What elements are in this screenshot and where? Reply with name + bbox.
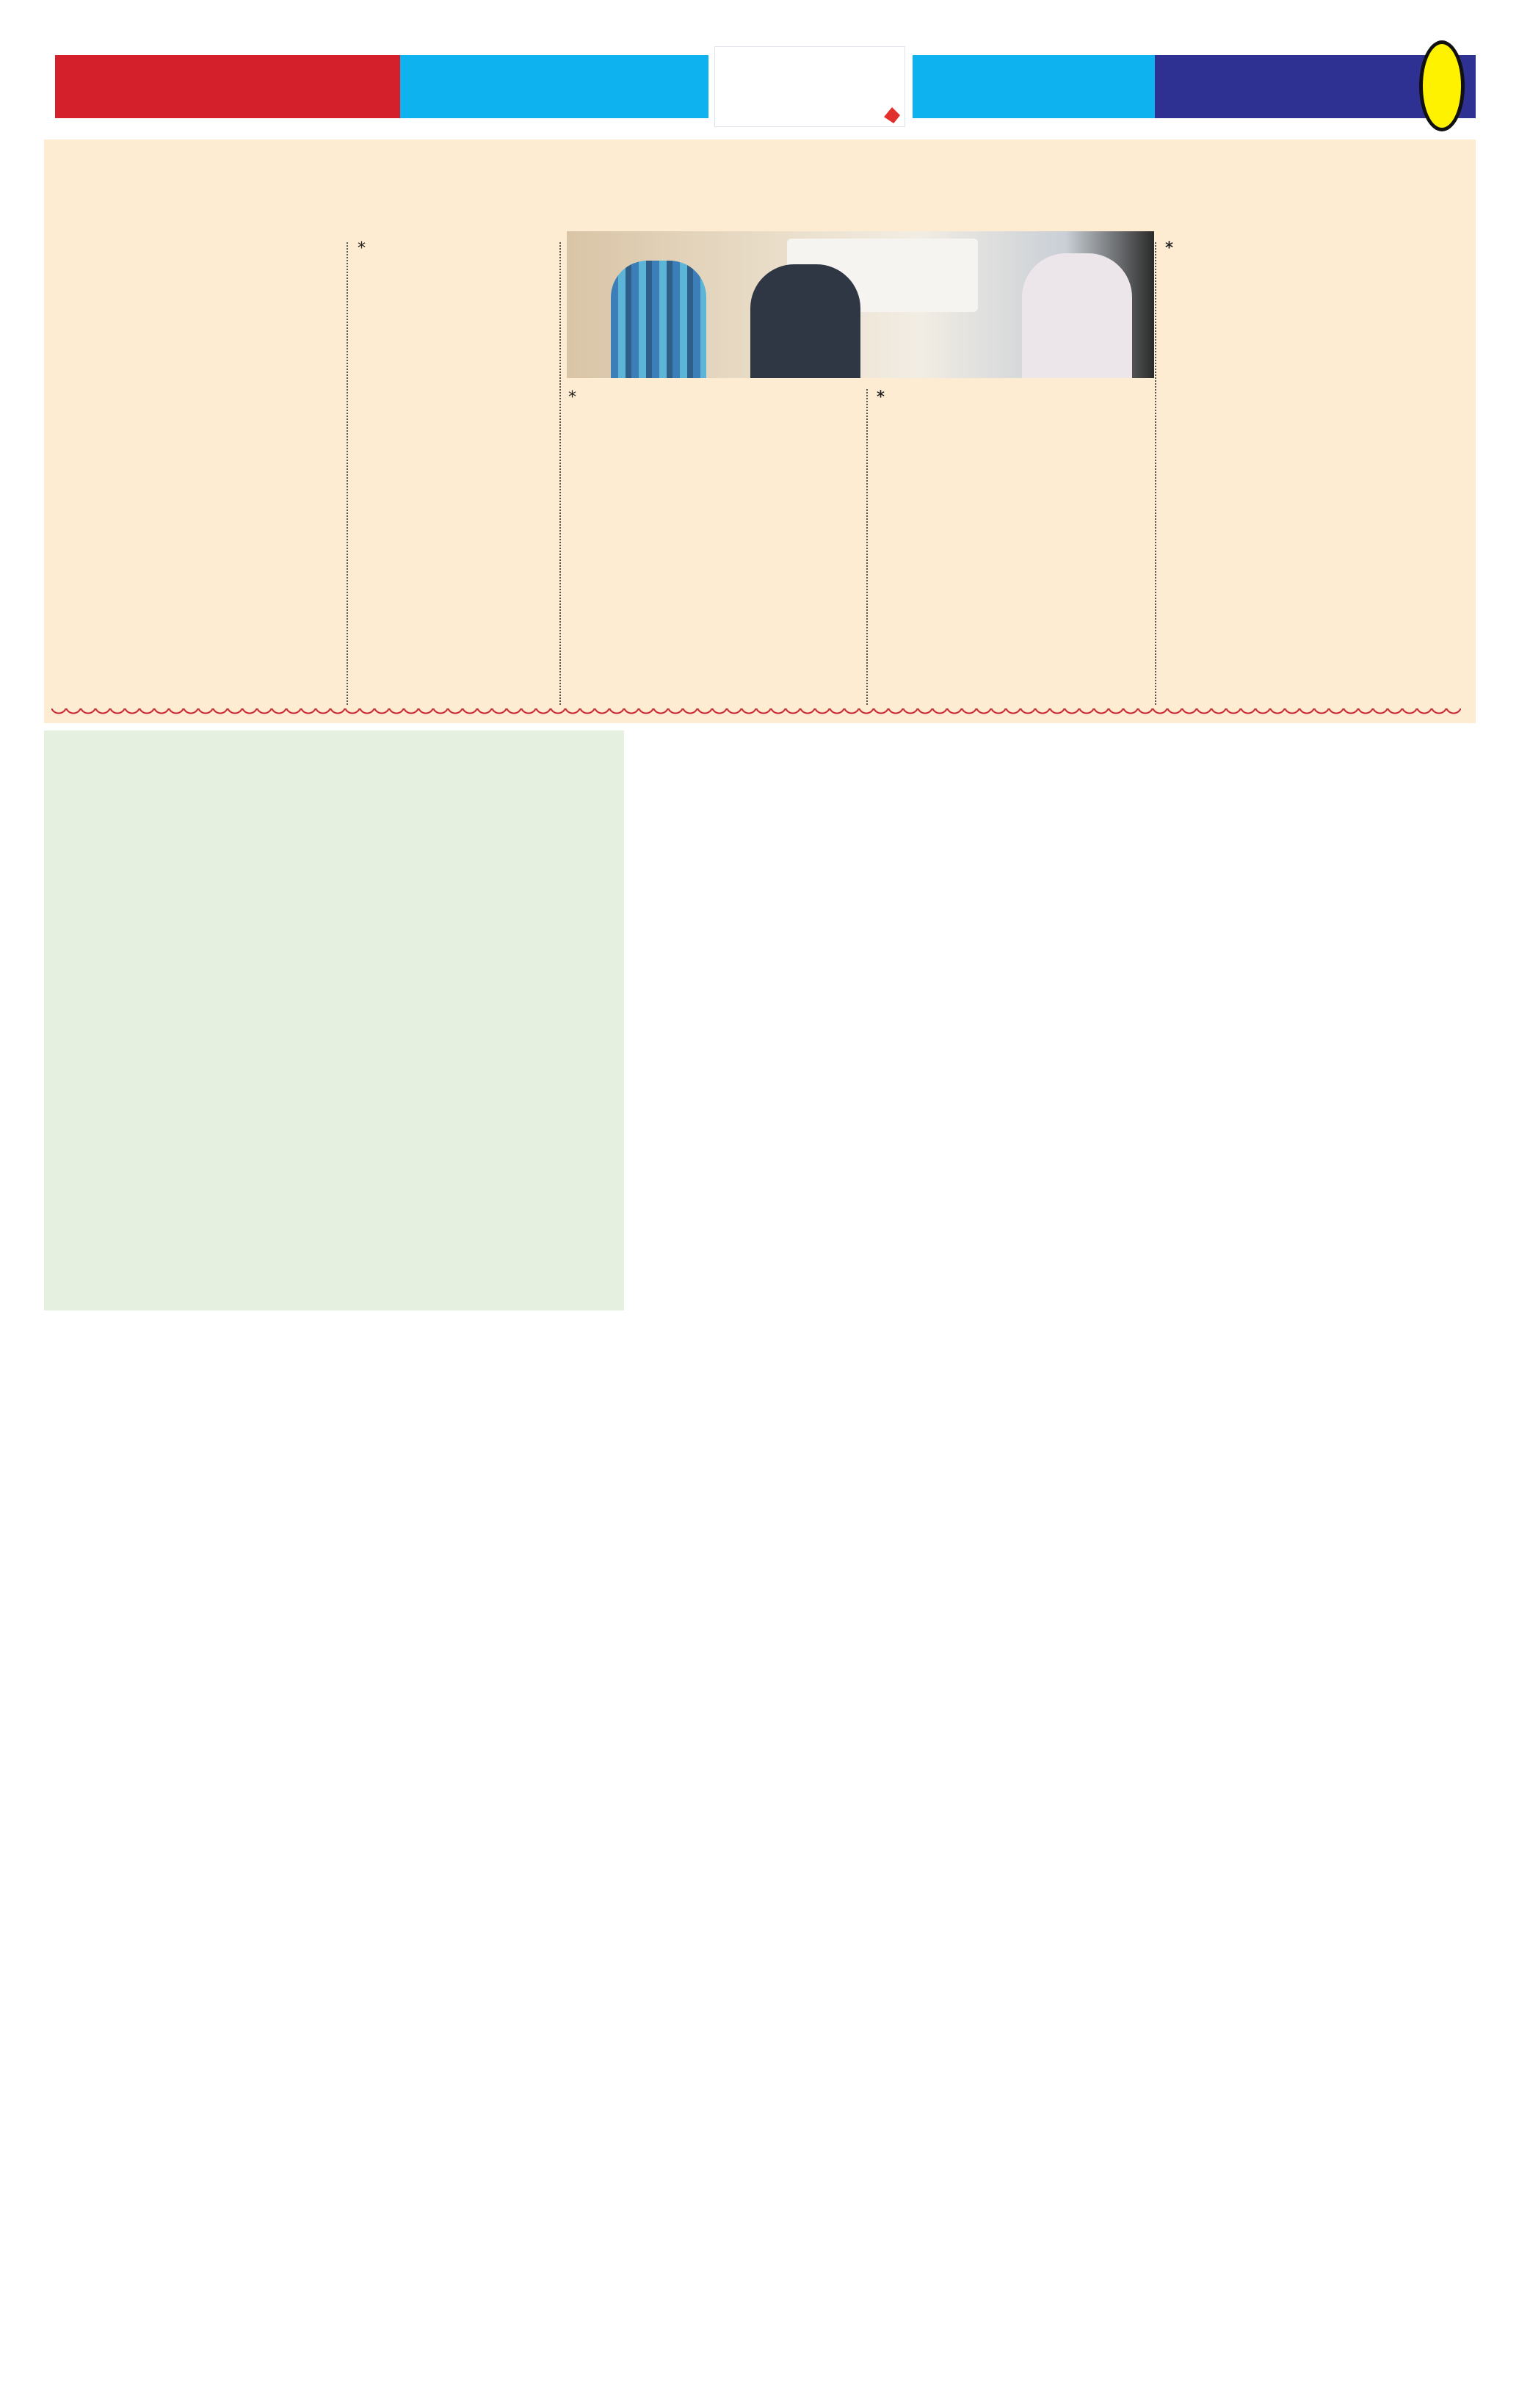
photo-notification-release bbox=[567, 231, 1154, 378]
article-rgukt-col4 bbox=[875, 385, 1150, 708]
masthead-band-right bbox=[913, 55, 1155, 118]
person-left bbox=[611, 261, 706, 378]
wavy-divider bbox=[51, 708, 1461, 719]
person-right bbox=[1022, 253, 1132, 378]
signboard-text bbox=[787, 239, 978, 255]
pen-nib-icon bbox=[884, 107, 900, 123]
article-police-col1 bbox=[59, 855, 334, 1303]
article-rgukt-col2 bbox=[356, 236, 554, 706]
person-center bbox=[750, 264, 860, 378]
masthead bbox=[55, 55, 1476, 120]
column-divider bbox=[866, 389, 868, 705]
page-number-badge bbox=[1419, 40, 1465, 131]
column-divider bbox=[1155, 242, 1156, 705]
article-rgukt-col3 bbox=[567, 385, 857, 708]
article-rgukt-col5 bbox=[1164, 236, 1457, 706]
column-divider bbox=[347, 242, 348, 705]
newspaper-logo bbox=[714, 46, 905, 127]
article-rgukt-col1 bbox=[66, 236, 334, 706]
column-divider bbox=[559, 242, 561, 705]
masthead-band-left bbox=[400, 55, 708, 118]
